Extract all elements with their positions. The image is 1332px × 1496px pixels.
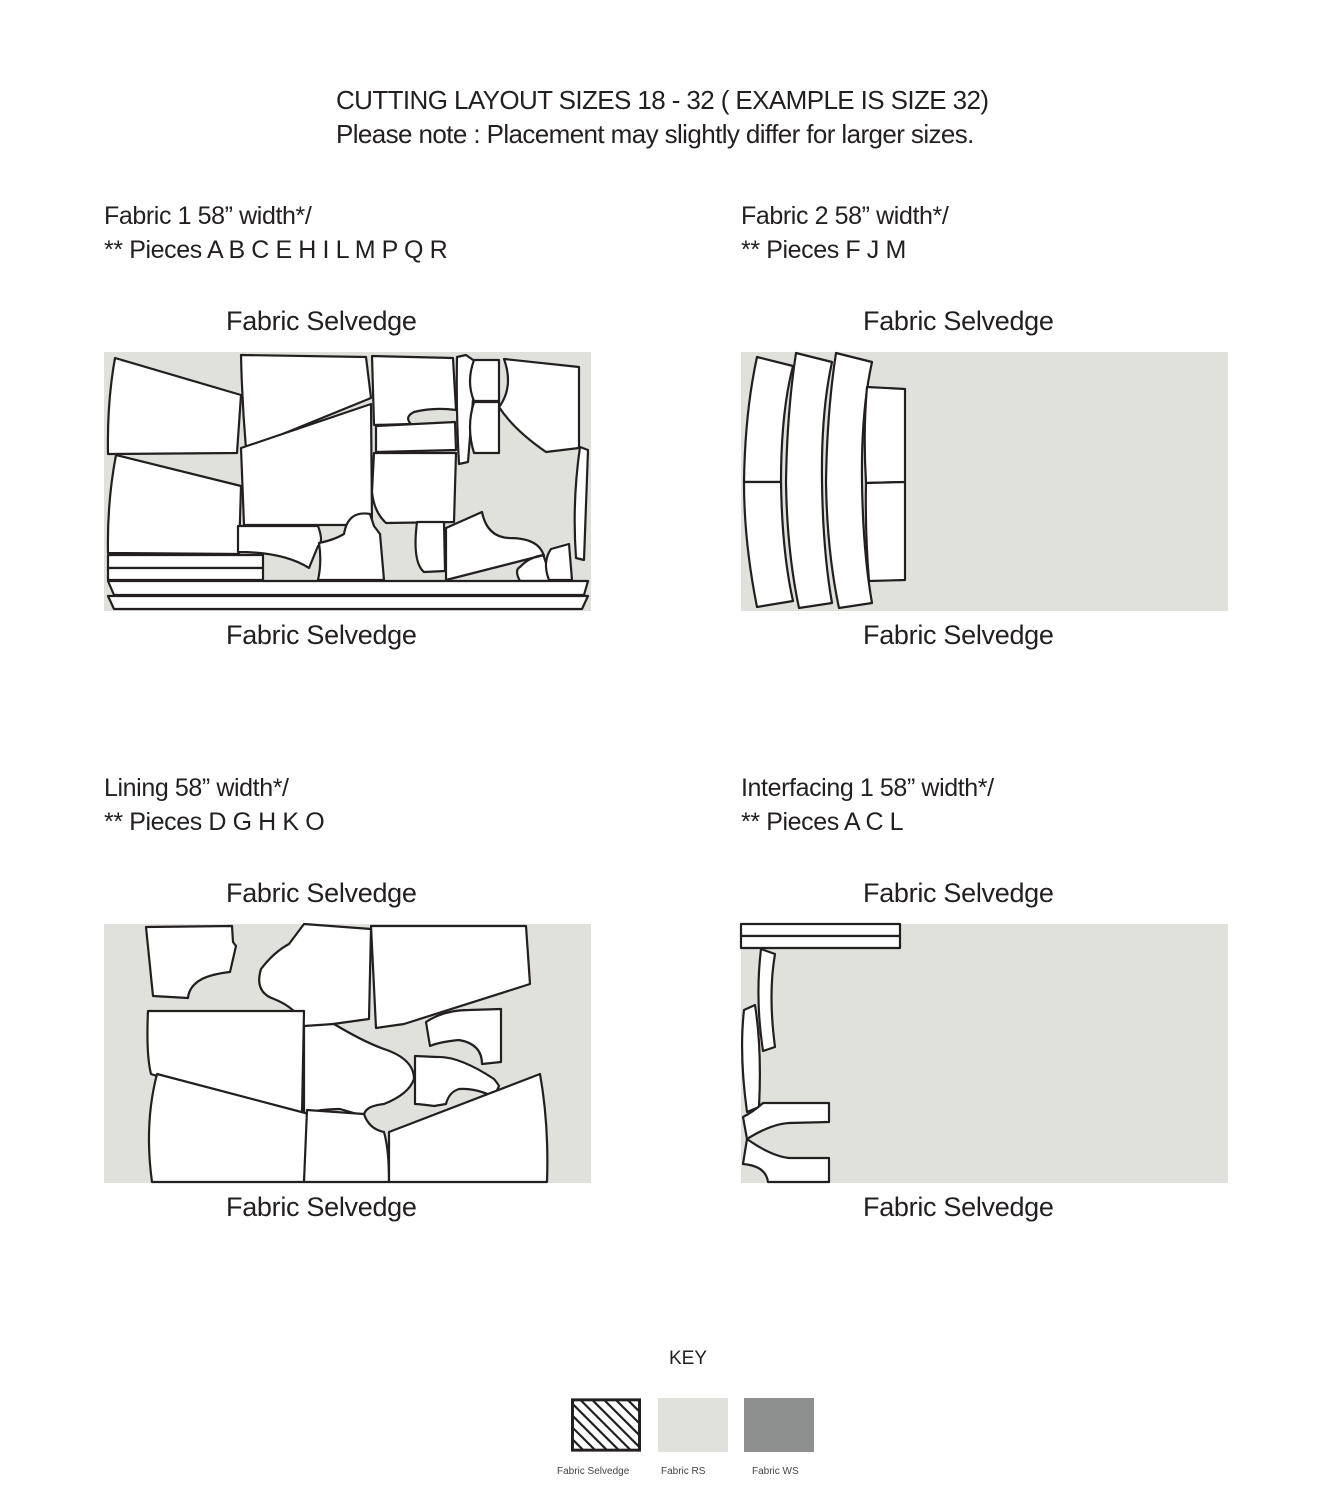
interfacing-1-pieces: ** Pieces A C L	[741, 808, 904, 836]
interfacing-1-selvedge-bottom: Fabric Selvedge	[863, 1192, 1054, 1222]
fabric-1-pieces: ** Pieces A B C E H I L M P Q R	[104, 236, 448, 264]
fabric-1-header	[104, 199, 447, 267]
key-title: KEY	[669, 1348, 708, 1369]
interfacing-1-cutting-layout	[741, 924, 1228, 1183]
fabric-1-cutting-layout	[104, 352, 591, 611]
fabric-ws-swatch	[744, 1398, 814, 1452]
lining-selvedge-bottom: Fabric Selvedge	[226, 1192, 417, 1222]
key-label-ws: Fabric WS	[752, 1466, 799, 1477]
key-label-rs: Fabric RS	[661, 1466, 706, 1477]
lining-header	[104, 771, 324, 839]
fabric-2-header	[741, 199, 948, 267]
lining-pieces: ** Pieces D G H K O	[104, 808, 325, 836]
fabric-2-cutting-layout	[741, 352, 1228, 611]
fabric-rs-swatch	[658, 1398, 728, 1452]
fabric-selvedge-swatch	[571, 1398, 641, 1452]
title-line-2: Please note : Placement may slightly differ for larger sizes.	[336, 119, 974, 149]
key-label-selvedge: Fabric Selvedge	[557, 1466, 630, 1477]
fabric-2-selvedge-top: Fabric Selvedge	[863, 306, 1054, 336]
interfacing-1-header	[741, 771, 994, 839]
lining-selvedge-top: Fabric Selvedge	[226, 878, 417, 908]
lining-heading: Lining 58” width*/	[104, 774, 289, 802]
lining-cutting-layout	[104, 924, 591, 1183]
fabric-1-selvedge-top: Fabric Selvedge	[226, 306, 417, 336]
fabric-2-heading: Fabric 2 58” width*/	[741, 202, 949, 230]
fabric-2-selvedge-bottom: Fabric Selvedge	[863, 620, 1054, 650]
page-title	[336, 83, 988, 151]
fabric-1-selvedge-bottom: Fabric Selvedge	[226, 620, 417, 650]
fabric-1-heading: Fabric 1 58” width*/	[104, 202, 312, 230]
interfacing-1-selvedge-top: Fabric Selvedge	[863, 878, 1054, 908]
title-line-1: CUTTING LAYOUT SIZES 18 - 32 ( EXAMPLE IS SIZE 32)	[336, 85, 989, 115]
fabric-2-pieces: ** Pieces F J M	[741, 236, 906, 264]
interfacing-1-heading: Interfacing 1 58” width*/	[741, 774, 994, 802]
